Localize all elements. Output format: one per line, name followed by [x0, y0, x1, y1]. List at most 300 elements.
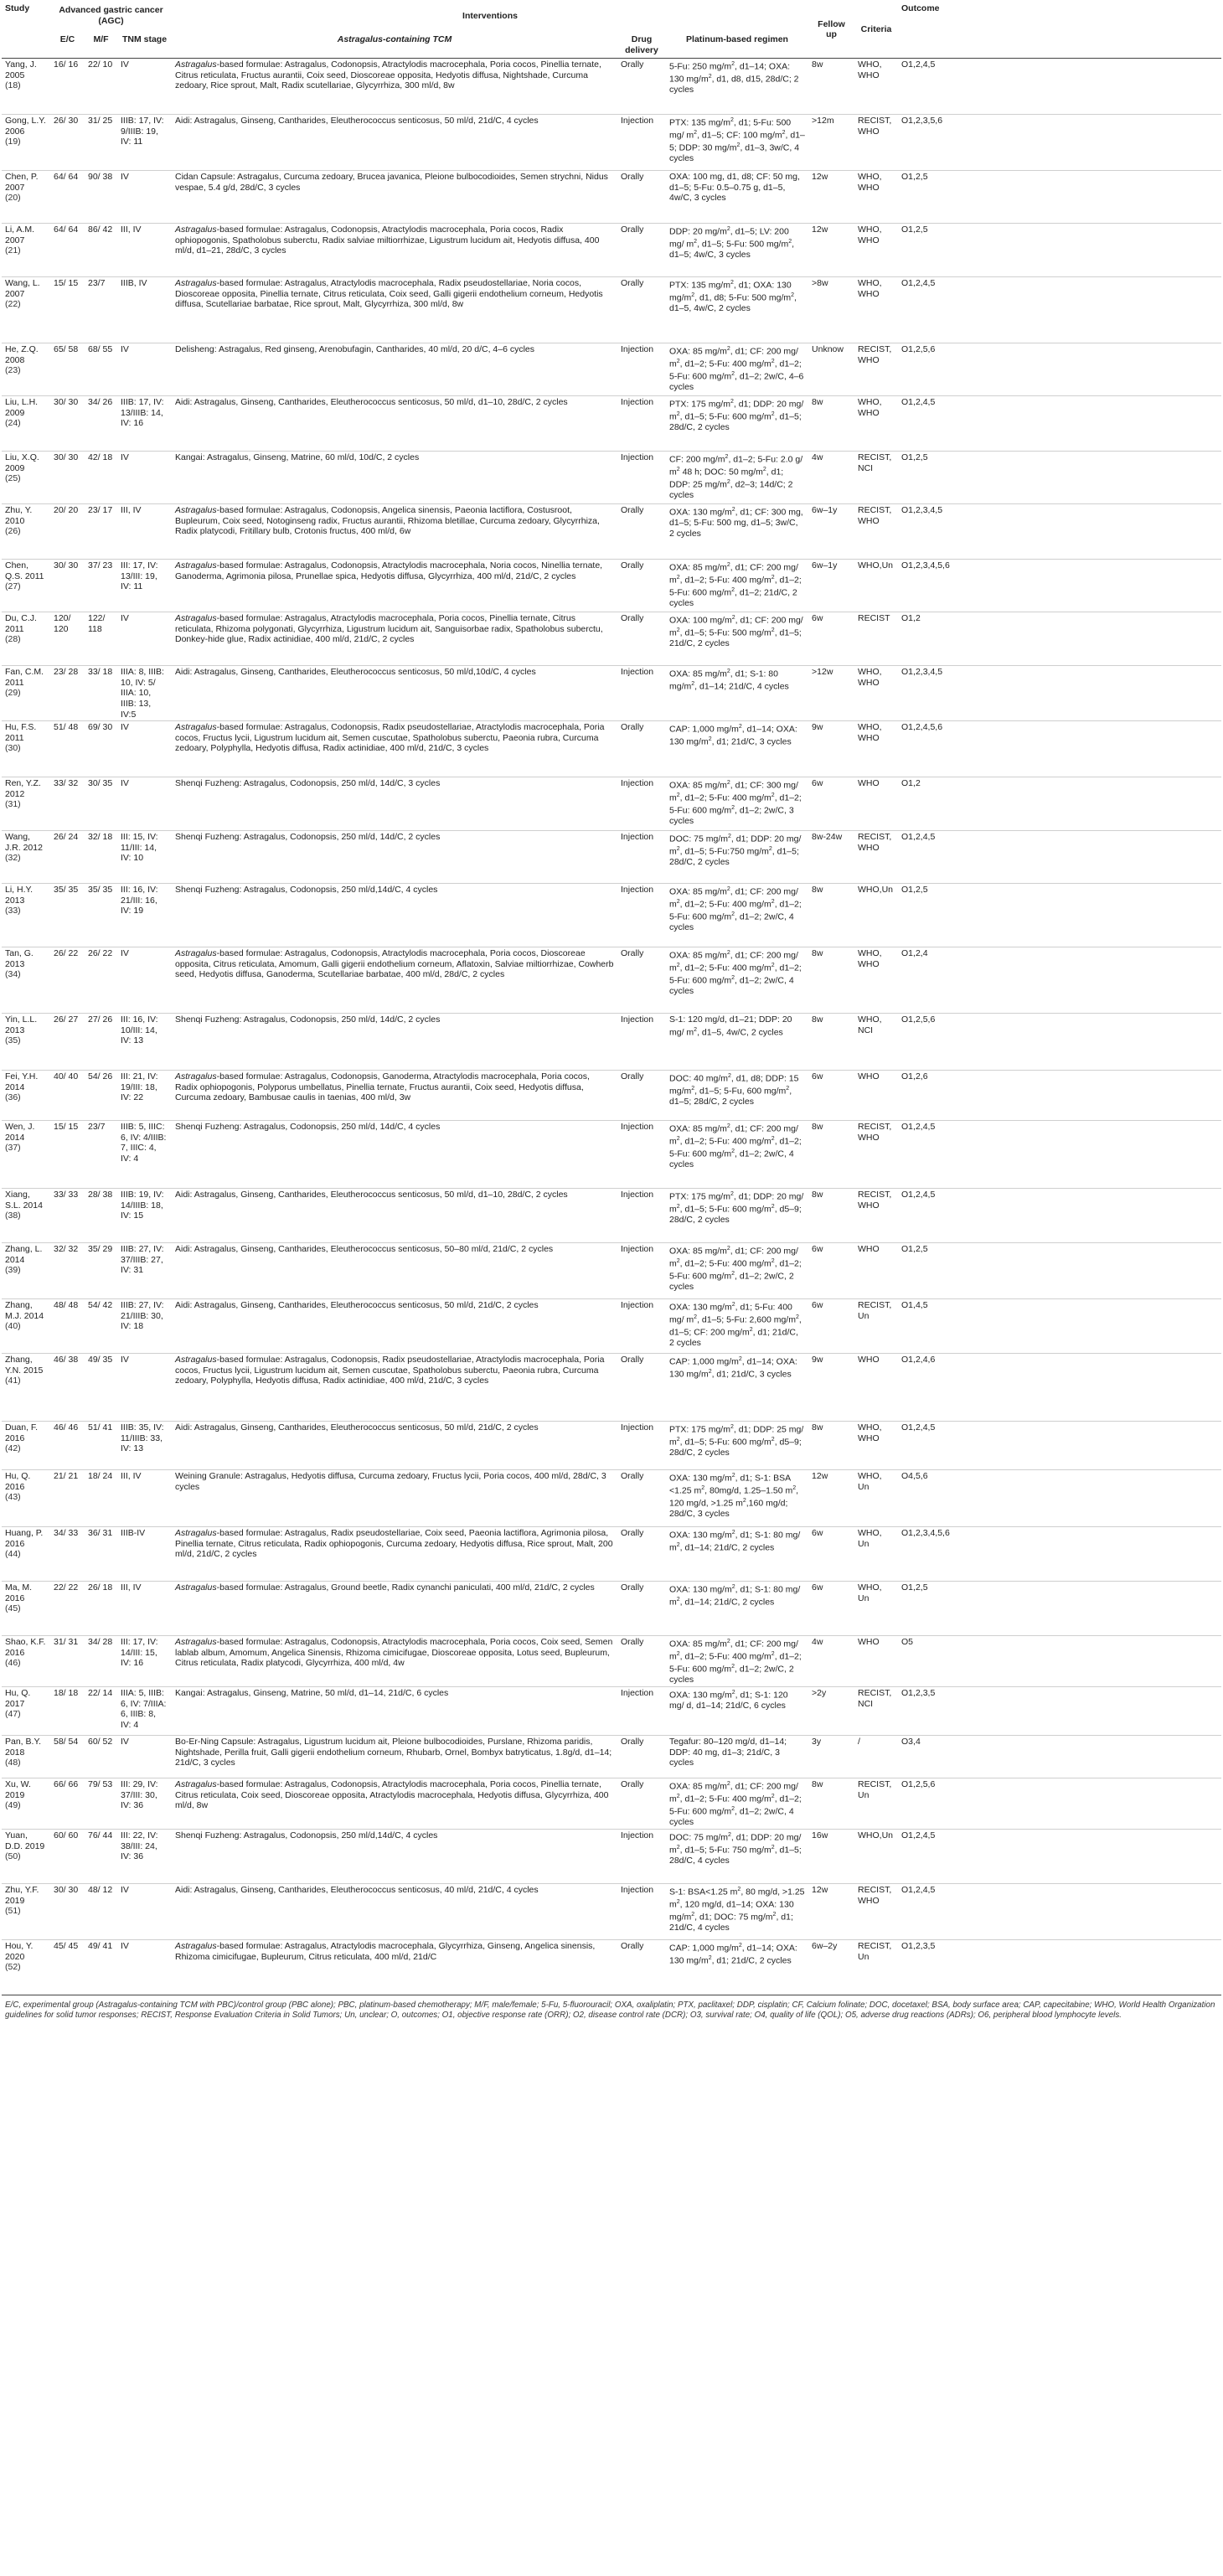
cell-study — [2, 947, 50, 1014]
cell-study — [2, 1071, 50, 1121]
reference-number[interactable]: (42) — [5, 1443, 21, 1454]
cell-study — [2, 1940, 50, 1995]
study-name: Wang, J.R. 2012 — [5, 832, 43, 853]
reference-number[interactable]: (39) — [5, 1265, 21, 1276]
cell-drug-delivery: Injection — [621, 452, 654, 463]
cell-ec: 20/ 20 — [54, 505, 79, 516]
cell-platinum-regimen: OXA: 85 $mg/m^2$, d1; CF: 200 mg/ $m^2$, d1–2; 5-Fu: 400 $mg/m^2$, d1–2; 5-Fu: 600 $mg/m^2$, d1–2; 2w/C, 4 cycles — [669, 1781, 802, 1828]
reference-number[interactable]: (52) — [5, 1962, 21, 1973]
cell-mf: 68/ 55 — [88, 344, 113, 355]
header-tnm: TNM stage — [121, 34, 168, 44]
reference-number[interactable]: (20) — [5, 193, 21, 204]
cell-outcome: O1,2,3,4,5,6 — [901, 1528, 950, 1539]
cell-mf: 28/ 38 — [88, 1190, 113, 1200]
study-name: Hu, Q. 2016 — [5, 1471, 31, 1492]
cell-follow-up: >12m — [812, 116, 834, 126]
table-row — [2, 1422, 1221, 1470]
cell-drug-delivery: Orally — [621, 59, 644, 70]
cell-criteria: WHO — [858, 1244, 880, 1255]
cell-tnm: IV — [121, 452, 129, 463]
cell-platinum-regimen: DOC: 75 $mg/m^2$, d1; DDP: 20 mg/ $m^2$, d1–5; 5-Fu: 750 $mg/m^2$, d1–5; 28d/C, 4 cycles — [669, 1832, 802, 1866]
cell-tnm: IIIB: 27, IV: 37/IIIB: 27, IV: 31 — [121, 1244, 164, 1276]
cell-study — [2, 1243, 50, 1299]
cell-study — [2, 1014, 50, 1071]
cell-criteria: WHO,Un — [858, 885, 894, 896]
cell-drug-delivery: Orally — [621, 505, 644, 516]
cell-follow-up: 8w — [812, 59, 823, 70]
cell-criteria: RECIST, NCI — [858, 452, 892, 473]
cell-criteria: RECIST, WHO — [858, 1122, 892, 1143]
cell-outcome: O1,2,5 — [901, 1244, 928, 1255]
cell-study — [2, 115, 50, 171]
cell-outcome: O1,2,4 — [901, 948, 928, 959]
cell-tcm: Shenqi Fuzheng: Astragalus, Codonopsis, 250 ml/d,14d/C, 4 cycles — [175, 1830, 438, 1841]
table-row — [2, 1189, 1221, 1243]
cell-mf: 54/ 42 — [88, 1300, 113, 1311]
cell-outcome: O1,2,6 — [901, 1071, 928, 1082]
cell-study — [2, 1527, 50, 1582]
cell-criteria: RECIST, Un — [858, 1300, 892, 1321]
cell-tcm: Shenqi Fuzheng: Astragalus, Codonopsis, 250 ml/d, 14d/C, 3 cycles — [175, 778, 441, 789]
cell-study — [2, 777, 50, 831]
cell-platinum-regimen: OXA: 130 $mg/m^2$, d1; S-1: BSA <1.25 $m^2$, 80mg/d, 1.25–1.50 $m^2$, 120 mg/d, >1.25 $m^2,160$ mg/d; 28d/C, 3 cycles — [669, 1473, 799, 1520]
cell-platinum-regimen: OXA: 130 $mg/m^2$, d1; S-1: 80 mg/ $m^2$, d1–14; 21d/C, 2 cycles — [669, 1584, 801, 1608]
cell-platinum-regimen: Tegafur: 80–120 mg/d, d1–14; DDP: 40 mg, d1–3; 21d/C, 3 cycles — [669, 1737, 787, 1768]
header-agc: Advanced gastric cancer (AGC) — [59, 5, 163, 26]
cell-drug-delivery: Injection — [621, 667, 654, 678]
cell-tcm: Aidi: Astragalus, Ginseng, Cantharides, Eleutherococcus senticosus, 50 ml/d, 21d/C, 4 cycles — [175, 116, 539, 126]
reference-number[interactable]: (36) — [5, 1092, 21, 1103]
reference-number[interactable]: (25) — [5, 473, 21, 484]
reference-number[interactable]: (29) — [5, 688, 21, 699]
cell-outcome: O1,2,3,5,6 — [901, 116, 943, 126]
table-row — [2, 560, 1221, 612]
cell-criteria: RECIST, WHO — [858, 1885, 892, 1906]
cell-drug-delivery: Injection — [621, 832, 654, 843]
cell-study — [2, 1736, 50, 1778]
cell-mf: 22/ 14 — [88, 1688, 113, 1699]
cell-follow-up: >8w — [812, 278, 828, 289]
cell-study — [2, 1884, 50, 1940]
study-characteristics-table — [2, 0, 1221, 2021]
cell-mf: 79/ 53 — [88, 1779, 113, 1790]
cell-criteria: WHO, Un — [858, 1528, 882, 1549]
reference-number[interactable]: (21) — [5, 245, 21, 256]
cell-tcm: Astragalus-based formulae: Astragalus, Ground beetle, Radix cynanchi paniculati, 400 ml/d, 21d/C, 2 cycles — [175, 1582, 595, 1593]
cell-criteria: RECIST, WHO — [858, 505, 892, 526]
table-row — [2, 396, 1221, 452]
cell-tcm: Astragalus-based formulae: Astragalus, Codonopsis, Atractylodis macrocephala, Poria cocos, Pinellia ternate, Citrus reticulata, Coix seed, Dioscoreae opposita, Atractylodis macrocephala, Hedyotis diffusa, Glycyrrhiza, 400 ml/d, 8w — [175, 1779, 609, 1811]
cell-tcm: Astragalus-based formulae: Astragalus, Atractylodis macrocephala, Glycyrrhiza, Ginseng, Angelica sinensis, Rhizoma cimicifugae, Bupleurum, Citrus reticulata, 400 ml/d, 21d/C — [175, 1941, 596, 1962]
cell-mf: 30/ 35 — [88, 778, 113, 789]
cell-study — [2, 1470, 50, 1527]
table-row — [2, 1243, 1221, 1299]
cell-tnm: IV — [121, 613, 129, 624]
cell-study — [2, 171, 50, 224]
reference-number[interactable]: (47) — [5, 1709, 21, 1720]
cell-study — [2, 59, 50, 115]
cell-follow-up: 6w–2y — [812, 1941, 838, 1952]
reference-number[interactable]: (35) — [5, 1035, 21, 1046]
study-name: Ren, Y.Z. 2012 — [5, 778, 41, 799]
cell-ec: 48/ 48 — [54, 1300, 79, 1311]
table-row — [2, 1071, 1221, 1121]
cell-platinum-regimen: OXA: 85 $mg/m^2$, d1; CF: 200 mg/ $m^2$, d1–2; 5-Fu: 400 $mg/m^2$, d1–2; 5-Fu: 600 $mg/m^2$, d1–2; 2w/C, 2 cycles — [669, 1639, 802, 1685]
cell-tcm: Shenqi Fuzheng: Astragalus, Codonopsis, 250 ml/d, 14d/C, 2 cycles — [175, 1014, 441, 1025]
cell-ec: 46/ 46 — [54, 1422, 79, 1433]
table-body — [2, 59, 1221, 1995]
cell-study — [2, 1582, 50, 1636]
cell-tnm: IV — [121, 1737, 129, 1747]
cell-platinum-regimen: CAP: 1,000 $mg/m^2$, d1–14; OXA: 130 $mg/m^2$, d1; 21d/C, 2 cycles — [669, 1943, 797, 1966]
cell-tnm: IIIB: 17, IV: 9/IIIB: 19, IV: 11 — [121, 116, 164, 147]
reference-number[interactable]: (23) — [5, 365, 21, 376]
cell-outcome: O1,2,5 — [901, 885, 928, 896]
header-follow-up: Fellow up — [818, 18, 845, 40]
reference-number[interactable]: (22) — [5, 299, 21, 310]
cell-platinum-regimen: OXA: 130 $mg/m^2$, d1; CF: 300 mg, d1–5; 5-Fu: 500 mg, d1–5; 3w/C, 2 cycles — [669, 507, 803, 539]
cell-ec: 30/ 30 — [54, 452, 79, 463]
cell-study — [2, 343, 50, 396]
cell-outcome: O1,2,5 — [901, 225, 928, 235]
cell-drug-delivery: Orally — [621, 1582, 644, 1593]
cell-tcm: Weining Granule: Astragalus, Hedyotis diffusa, Curcuma zedoary, Fructus lycii, Poria cocos, 400 ml/d, 28d/C, 3 cycles — [175, 1471, 606, 1492]
cell-criteria: WHO, WHO — [858, 667, 882, 688]
cell-outcome: O1,2,3,5 — [901, 1688, 936, 1699]
cell-ec: 23/ 28 — [54, 667, 79, 678]
cell-platinum-regimen: DOC: 40 $mg/m^2$, d1, d8; DDP: 15 $mg/m^2$, d1–5; 5-Fu, 600 $mg/m^2$, d1–5; 28d/C, 2 cycles — [669, 1073, 799, 1107]
cell-criteria: RECIST, NCI — [858, 1688, 892, 1709]
cell-platinum-regimen: OXA: 100 mg, d1, d8; CF: 50 mg, d1–5; 5-Fu: 0.5–0.75 g, d1–5, 4w/C, 3 cycles — [669, 172, 800, 204]
cell-follow-up: 8w — [812, 948, 823, 959]
cell-criteria: WHO, WHO — [858, 397, 882, 418]
cell-criteria: WHO, WHO — [858, 948, 882, 969]
study-name: Xu, W. 2019 — [5, 1779, 31, 1800]
cell-follow-up: 4w — [812, 452, 823, 463]
cell-drug-delivery: Orally — [621, 1779, 644, 1790]
cell-platinum-regimen: CF: 200 $mg/m^2$, d1–2; 5-Fu: 2.0 g/ $m^2$ 48 h; DOC: 50 $mg/m^2$, d1; DDP: 25 $mg/m^2$, d2–3; 14d/C; 2 cycles — [669, 454, 803, 501]
reference-number[interactable]: (28) — [5, 634, 21, 645]
cell-tnm: III: 22, IV: 38/III: 24, IV: 36 — [121, 1830, 158, 1862]
reference-number[interactable]: (18) — [5, 80, 21, 91]
reference-number[interactable]: (32) — [5, 853, 21, 864]
cell-criteria: WHO — [858, 778, 880, 789]
cell-outcome: O4,5,6 — [901, 1471, 928, 1482]
cell-tnm: III: 16, IV: 10/III: 14, IV: 13 — [121, 1014, 158, 1046]
study-name: Li, H.Y. 2013 — [5, 885, 34, 906]
cell-mf: 27/ 26 — [88, 1014, 113, 1025]
cell-outcome: O1,2,5 — [901, 452, 928, 463]
header-tcm: Astragalus-containing TCM — [337, 34, 452, 44]
cell-outcome: O1,2,4,5 — [901, 1122, 936, 1133]
cell-study — [2, 831, 50, 884]
cell-ec: 35/ 35 — [54, 885, 79, 896]
cell-platinum-regimen: CAP: 1,000 $mg/m^2$, d1–14; OXA: 130 $mg/m^2$, d1; 21d/C, 3 cycles — [669, 724, 797, 747]
cell-drug-delivery: Orally — [621, 948, 644, 959]
reference-number[interactable]: (40) — [5, 1321, 21, 1332]
study-name: Zhang, M.J. 2014 — [5, 1300, 44, 1321]
cell-platinum-regimen: OXA: 85 $mg/m^2$, d1; S-1: 80 $mg/m^2$, d1–14; 21d/C, 4 cycles — [669, 669, 789, 692]
cell-study — [2, 452, 50, 504]
cell-platinum-regimen: DDP: 20 $mg/m^2$, d1–5; LV: 200 mg/ $m^2$, d1–5; 5-Fu: 500 $mg/m^2$, d1–5; 4w/C, 3 cycles — [669, 226, 795, 261]
cell-ec: 46/ 38 — [54, 1355, 79, 1365]
cell-ec: 26/ 24 — [54, 832, 79, 843]
cell-outcome: O1,2 — [901, 613, 921, 624]
reference-number[interactable]: (49) — [5, 1800, 21, 1811]
cell-criteria: RECIST, WHO — [858, 1190, 892, 1211]
cell-outcome: O1,2,4,5 — [901, 1422, 936, 1433]
cell-drug-delivery: Injection — [621, 116, 654, 126]
cell-mf: 31/ 25 — [88, 116, 113, 126]
reference-number[interactable]: (24) — [5, 418, 21, 429]
cell-tcm: Cidan Capsule: Astragalus, Curcuma zedoary, Brucea javanica, Pleione bulbocodioides, Semen strychni, Nidus vespae, 5.4 g/d, 28d/C, 3 cycles — [175, 172, 608, 193]
cell-drug-delivery: Injection — [621, 344, 654, 355]
reference-number[interactable]: (43) — [5, 1492, 21, 1503]
reference-number[interactable]: (50) — [5, 1851, 21, 1862]
table-row — [2, 1636, 1221, 1687]
cell-ec: 65/ 58 — [54, 344, 79, 355]
cell-tnm: IV — [121, 948, 129, 959]
header-outcome: Outcome — [901, 3, 940, 13]
table-row — [2, 1014, 1221, 1071]
cell-study — [2, 1778, 50, 1830]
cell-follow-up: 4w — [812, 1637, 823, 1648]
study-name: Gong, L.Y. 2006 — [5, 116, 46, 137]
study-name: Yin, L.L. 2013 — [5, 1014, 38, 1035]
cell-ec: 33/ 33 — [54, 1190, 79, 1200]
cell-follow-up: 6w — [812, 1244, 823, 1255]
cell-tcm: Astragalus-based formulae: Astragalus, Codonopsis, Atractylodis macrocephala, Poria cocos, Dioscoreae opposita, Citrus reticulata, Amomum, Galli gigerii endothelium corneum, Aflatoxin, Salviae miltiorrhizae, Cowherb seed, Hedyotis diffusa, Ganoderma, Scutellariae barbatae, 400 ml/d, 28d/C, 2 cycles — [175, 948, 614, 980]
cell-criteria: RECIST, Un — [858, 1779, 892, 1800]
study-name: Fan, C.M. 2011 — [5, 667, 44, 688]
cell-platinum-regimen: OXA: 130 $mg/m^2$, d1; S-1: 120 mg/ d, d1–14; 21d/C, 6 cycles — [669, 1690, 788, 1711]
cell-mf: 22/ 10 — [88, 59, 113, 70]
reference-number[interactable]: (51) — [5, 1906, 21, 1917]
table-row — [2, 224, 1221, 277]
study-name: Shao, K.F. 2016 — [5, 1637, 46, 1658]
cell-drug-delivery: Orally — [621, 1941, 644, 1952]
study-name: Chen, P. 2007 — [5, 172, 39, 193]
cell-outcome: O1,2,4,5 — [901, 59, 936, 70]
cell-tnm: III: 29, IV: 37/III: 30, IV: 36 — [121, 1779, 158, 1811]
cell-study — [2, 1636, 50, 1687]
cell-drug-delivery: Injection — [621, 1190, 654, 1200]
header-platinum-regimen: Platinum-based regimen — [686, 34, 788, 44]
study-name: Yang, J. 2005 — [5, 59, 37, 80]
cell-outcome: O1,2,3,5 — [901, 1941, 936, 1952]
table-row — [2, 1736, 1221, 1778]
study-name: Ma, M. 2016 — [5, 1582, 33, 1603]
study-name: Fei, Y.H. 2014 — [5, 1071, 39, 1092]
header-drug-delivery: Drug delivery — [625, 34, 658, 55]
cell-criteria: WHO, WHO — [858, 722, 882, 743]
cell-follow-up: 6w — [812, 778, 823, 789]
cell-outcome: O1,2,4,5 — [901, 1830, 936, 1841]
cell-study — [2, 560, 50, 612]
cell-ec: 51/ 48 — [54, 722, 79, 733]
cell-outcome: O3,4 — [901, 1737, 921, 1747]
cell-tcm: Aidi: Astragalus, Ginseng, Cantharides, Eleutherococcus senticosus, 50–80 ml/d, 21d/C, 2 cycles — [175, 1244, 554, 1255]
cell-follow-up: 8w — [812, 1422, 823, 1433]
cell-outcome: O1,2,5 — [901, 1582, 928, 1593]
cell-mf: 35/ 29 — [88, 1244, 113, 1255]
cell-tcm: Astragalus-based formulae: Astragalus, Radix pseudostellariae, Coix seed, Paeonia lactiflora, Agrimonia pilosa, Pinellia ternate, Citrus reticulata, Radix ophiopogonis, Curcuma zedoary, Hedyotis diffusa, Rice sprout, Malt, 200 ml/d, 21d/C, 2 cycles — [175, 1528, 613, 1560]
table-footnote: E/C, experimental group (Astragalus-containing TCM with PBC)/control group (PBC alone); PBC, platinum-based chemotherapy; M/F, male/female; 5-Fu, 5-fluorouracil; OXA, oxaliplatin; PTX, paclitaxel; DDP, cisplatin; CF, Calcium folinate; DOC, docetaxel; BSA, body surface area; CAP, capecitabine; WHO, World Health Organization guidelines for solid tumor responses; RECIST, Response Evaluation Criteria in Solid Tumors; Un, unclear; O, outcomes; O1, objective response rate (ORR); O2, disease control rate (DCR); O3, survival rate; O4, quality of life (QOL); O5, adverse drug reactions (ADRs); O6, peripheral blood lymphocyte levels. — [2, 1995, 1221, 2021]
cell-outcome: O1,2,4,5 — [901, 832, 936, 843]
cell-drug-delivery: Injection — [621, 1885, 654, 1896]
study-name: Hu, Q. 2017 — [5, 1688, 31, 1709]
cell-study — [2, 612, 50, 666]
cell-follow-up: 6w — [812, 1528, 823, 1539]
cell-mf: 34/ 26 — [88, 397, 113, 408]
cell-follow-up: 12w — [812, 1471, 828, 1482]
cell-mf: 34/ 28 — [88, 1637, 113, 1648]
reference-number[interactable]: (26) — [5, 526, 21, 537]
cell-tnm: IV — [121, 1885, 129, 1896]
cell-ec: 15/ 15 — [54, 278, 79, 289]
study-name: He, Z.Q. 2008 — [5, 344, 39, 365]
table-row — [2, 721, 1221, 777]
reference-number[interactable]: (19) — [5, 137, 21, 147]
cell-platinum-regimen: OXA: 100 $mg/m^2$, d1; CF: 200 mg/ $m^2$, d1–5; 5-Fu: 500 $mg/m^2$, d1–5; 21d/C, 2 cycles — [669, 615, 803, 649]
cell-ec: 40/ 40 — [54, 1071, 79, 1082]
cell-criteria: RECIST, WHO — [858, 116, 892, 137]
cell-outcome: O1,2,4,5 — [901, 1885, 936, 1896]
cell-study — [2, 1189, 50, 1243]
reference-number[interactable]: (48) — [5, 1758, 21, 1768]
cell-tcm: Astragalus-based formulae: Astragalus, Codonopsis, Atractylodis macrocephala, Poria cocos, Coix seed, Semen lablab album, Amomum, Angelica Sinensis, Rhizoma cimicifugae, Dioscoreae opposita, Lotus seed, Bupleurum, Citrus reticulata, Radix platycodi, Glycyrrhiza, 400 ml/d, 4w — [175, 1637, 613, 1669]
cell-drug-delivery: Orally — [621, 1355, 644, 1365]
cell-ec: 26/ 27 — [54, 1014, 79, 1025]
cell-tnm: IV — [121, 1355, 129, 1365]
cell-tcm: Aidi: Astragalus, Ginseng, Cantharides, Eleutherococcus senticosus, 50 ml/d, 21d/C, 2 cycles — [175, 1300, 539, 1311]
cell-criteria: RECIST, WHO — [858, 832, 892, 853]
cell-study — [2, 396, 50, 452]
cell-criteria: WHO, WHO — [858, 278, 882, 299]
cell-drug-delivery: Injection — [621, 1014, 654, 1025]
cell-ec: 26/ 22 — [54, 948, 79, 959]
cell-ec: 32/ 32 — [54, 1244, 79, 1255]
cell-ec: 66/ 66 — [54, 1779, 79, 1790]
study-name: Chen, Q.S. 2011 — [5, 560, 44, 581]
cell-follow-up: 16w — [812, 1830, 828, 1841]
reference-number[interactable]: (37) — [5, 1143, 21, 1154]
cell-platinum-regimen: PTX: 175 $mg/m^2$, d1; DDP: 20 mg/ $m^2$, d1–5; 5-Fu: 600 $mg/m^2$, d5–9; 28d/C, 2 cycles — [669, 1191, 804, 1226]
table-row — [2, 504, 1221, 560]
cell-tcm: Shenqi Fuzheng: Astragalus, Codonopsis, 250 ml/d, 14d/C, 2 cycles — [175, 832, 441, 843]
cell-outcome: O1,2 — [901, 778, 921, 789]
cell-ec: 18/ 18 — [54, 1688, 79, 1699]
cell-follow-up: 9w — [812, 722, 823, 733]
reference-number[interactable]: (41) — [5, 1376, 21, 1386]
cell-study — [2, 1121, 50, 1189]
cell-ec: 45/ 45 — [54, 1941, 79, 1952]
cell-follow-up: 8w — [812, 1122, 823, 1133]
table-row — [2, 59, 1221, 115]
cell-platinum-regimen: OXA: 85 $mg/m^2$, d1; CF: 200 mg/ $m^2$, d1–2; 5-Fu: 400 $mg/m^2$, d1–2; 5-Fu: 600 $mg/m^2$, d1–2; 2w/C, 2 cycles — [669, 1246, 802, 1293]
cell-tcm: Astragalus-based formulae: Astragalus, Atractylodis macrocephala, Radix pseudostellariae, Noria cocos, Dioscoreae opposita, Pinellia ternate, Citrus reticulata, Coix seed, Galli gigerii endothelium corneum, Hedyotis diffusa, Scutellariae barbatae, Rice sprout, Malt, Glycyrrhiza, 300 ml/d, 8w — [175, 278, 603, 310]
cell-drug-delivery: Injection — [621, 1244, 654, 1255]
reference-number[interactable]: (33) — [5, 906, 21, 916]
cell-follow-up: 6w–1y — [812, 505, 838, 516]
cell-mf: 33/ 18 — [88, 667, 113, 678]
cell-follow-up: 8w — [812, 397, 823, 408]
study-name: Hu, F.S. 2011 — [5, 722, 37, 743]
cell-mf: 18/ 24 — [88, 1471, 113, 1482]
cell-criteria: WHO — [858, 1355, 880, 1365]
cell-criteria: WHO — [858, 1637, 880, 1648]
cell-follow-up: 3y — [812, 1737, 822, 1747]
reference-number[interactable]: (46) — [5, 1658, 21, 1669]
cell-tnm: III, IV — [121, 225, 142, 235]
cell-criteria: WHO, Un — [858, 1471, 882, 1492]
table-row — [2, 884, 1221, 947]
cell-drug-delivery: Orally — [621, 1471, 644, 1482]
cell-tnm: IV — [121, 172, 129, 183]
reference-number[interactable]: (30) — [5, 743, 21, 754]
study-name: Zhang, Y.N. 2015 — [5, 1355, 44, 1376]
cell-mf: 37/ 23 — [88, 560, 113, 571]
study-name: Zhang, L. 2014 — [5, 1244, 43, 1265]
cell-platinum-regimen: OXA: 130 $mg/m^2$, d1; 5-Fu: 400 mg/ $m^2$, d1–5; 5-Fu: 2,600 $mg/m^2$, d1–5; CF: 200 $mg/m^2$, d1; 21d/C, 2 cycles — [669, 1302, 802, 1349]
cell-mf: 26/ 18 — [88, 1582, 113, 1593]
reference-number[interactable]: (27) — [5, 581, 21, 592]
cell-tnm: IV — [121, 722, 129, 733]
table-row — [2, 1940, 1221, 1995]
cell-tcm: Aidi: Astragalus, Ginseng, Cantharides, Eleutherococcus senticosus, 50 ml/d, d1–10, 28d/C, 2 cycles — [175, 1190, 568, 1200]
cell-study — [2, 504, 50, 560]
table-row — [2, 666, 1221, 721]
cell-criteria: RECIST, Un — [858, 1941, 892, 1962]
header-mf: M/F — [93, 34, 109, 44]
table-row — [2, 947, 1221, 1014]
header-criteria: Criteria — [860, 23, 892, 34]
cell-mf: 32/ 18 — [88, 832, 113, 843]
cell-tcm: Aidi: Astragalus, Ginseng, Cantharides, Eleutherococcus senticosus, 50 ml/d,10d/C, 4 cycles — [175, 667, 536, 678]
study-name: Duan, F. 2016 — [5, 1422, 39, 1443]
cell-tnm: IIIB-IV — [121, 1528, 146, 1539]
reference-number[interactable]: (45) — [5, 1603, 21, 1614]
cell-follow-up: Unknow — [812, 344, 844, 355]
cell-tcm: Astragalus-based formulae: Astragalus, Codonopsis, Atractylodis macrocephala, Noria cocos, Ninellia ternate, Ganoderma, Agrimonia pilosa, Prunellae spica, Hedyotis diffusa, Glycyrrhiza, 400 ml/d, 21d/C, 2 cycles — [175, 560, 603, 581]
cell-outcome: O1,2,4,5,6 — [901, 722, 943, 733]
cell-criteria: WHO, Un — [858, 1582, 882, 1603]
reference-number[interactable]: (34) — [5, 969, 21, 980]
cell-follow-up: 6w — [812, 1582, 823, 1593]
cell-study — [2, 666, 50, 721]
cell-outcome: O1,2,5,6 — [901, 1014, 936, 1025]
reference-number[interactable]: (44) — [5, 1549, 21, 1560]
reference-number[interactable]: (38) — [5, 1211, 21, 1221]
header-interventions: Interventions — [462, 10, 518, 21]
cell-drug-delivery: Injection — [621, 1688, 654, 1699]
reference-number[interactable]: (31) — [5, 799, 21, 810]
cell-criteria: WHO, WHO — [858, 225, 882, 245]
table-row — [2, 115, 1221, 171]
cell-ec: 64/ 64 — [54, 172, 79, 183]
cell-drug-delivery: Orally — [621, 1637, 644, 1648]
cell-mf: 48/ 12 — [88, 1885, 113, 1896]
cell-ec: 60/ 60 — [54, 1830, 79, 1841]
cell-tnm: III: 21, IV: 19/III: 18, IV: 22 — [121, 1071, 158, 1103]
cell-mf: 122/ 118 — [88, 613, 106, 634]
cell-drug-delivery: Orally — [621, 278, 644, 289]
cell-ec: 30/ 30 — [54, 1885, 79, 1896]
cell-platinum-regimen: OXA: 85 $mg/m^2$, d1; CF: 300 mg/ $m^2$, d1–2; 5-Fu: 400 $mg/m^2$, d1–2; 5-Fu: 600 $mg/m^2$, d1–2; 2w/C, 3 cycles — [669, 780, 802, 827]
cell-tnm: III: 17, IV: 13/III: 19, IV: 11 — [121, 560, 158, 592]
cell-drug-delivery: Orally — [621, 722, 644, 733]
cell-criteria: RECIST, WHO — [858, 344, 892, 365]
